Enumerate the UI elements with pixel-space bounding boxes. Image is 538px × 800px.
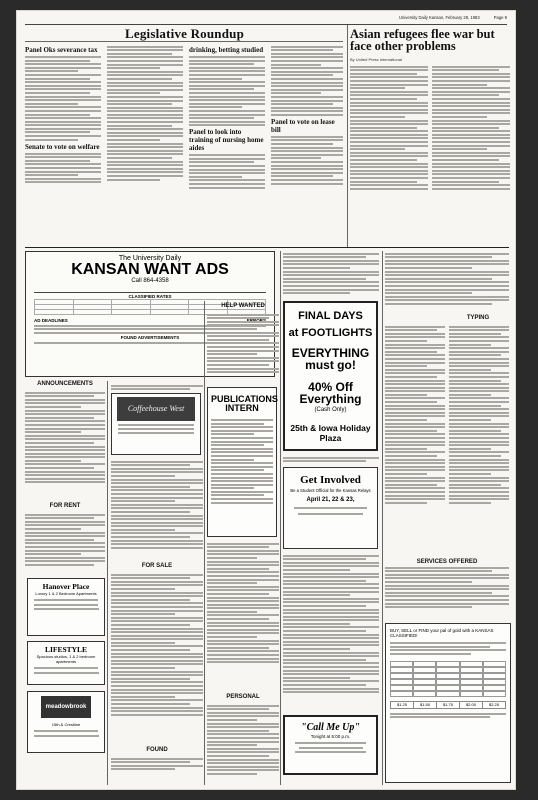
want-ads-phone: Call 864-4358 (131, 278, 169, 284)
found-ads-label: FOUND ADVERTISEMENTS (120, 335, 180, 341)
lifestyle-subtitle: Spacious studios, 1 & 2 bedroom apartments (36, 654, 96, 664)
personal-column (207, 703, 279, 785)
publications-intern-title: PUBLICATIONS INTERN (211, 394, 278, 413)
final-days-cash: (Cash Only) (314, 407, 347, 413)
coffeehouse-ad (111, 393, 201, 455)
column-rule (280, 251, 281, 785)
help-wanted-heading: HELP WANTED (221, 303, 265, 309)
legislative-column-1 (25, 44, 101, 244)
want-ads-kicker: The University Daily (118, 255, 182, 262)
asian-refugees-headline: Asian refugees flee war but face other problems (350, 27, 495, 53)
order-form-text: BUY, SELL or FIND your pal of gold with a KANSAS CLASSIFIED! (390, 628, 494, 638)
price-cell: $1.50 (414, 701, 437, 708)
help-wanted-column (207, 312, 279, 384)
hanover-place-title: Hanover Place (42, 582, 90, 591)
services-offered-heading: SERVICES OFFERED (416, 559, 478, 565)
final-days-everything: EVERYTHING must go! (291, 346, 370, 372)
column-rule (382, 251, 383, 785)
asian-column-1 (350, 64, 428, 244)
found-heading: FOUND (146, 747, 168, 753)
meadowbrook-logo: meadowbrook (41, 696, 91, 718)
price-cell: $1.25 (391, 701, 414, 708)
for-sale-heading: FOR SALE (141, 563, 173, 569)
classified-order-form (385, 623, 511, 783)
classified-rates-heading: CLASSIFIED RATES (128, 294, 172, 299)
footlights-final-days-ad (283, 301, 378, 451)
classified-column-rc (283, 553, 379, 711)
headline-nursing-aides: Panel to look into training of nursing home aides (189, 128, 264, 153)
ad-deadlines-label: AD DEADLINES (34, 318, 68, 323)
hanover-place-subtitle: Luxury 1 & 2 Bedroom Apartments (35, 591, 97, 596)
call-me-up-title: "Call Me Up" (301, 722, 360, 733)
get-involved-title: Get Involved (300, 474, 361, 486)
classified-column-right-top (385, 251, 509, 313)
column-rule (107, 381, 108, 785)
for-rent-column (25, 512, 105, 576)
final-days-store: at FOOTLIGHTS (288, 327, 373, 339)
legislative-roundup-heading: Legislative Roundup (125, 26, 245, 41)
coffeehouse-logo: Coffeehouse West (117, 397, 195, 421)
lifestyle-ad (27, 641, 105, 685)
legislative-column-3 (189, 44, 265, 244)
asian-column-2 (432, 64, 510, 244)
classified-column-mid (111, 459, 203, 559)
personal-heading: PERSONAL (226, 694, 260, 700)
page-number: Page 9 (493, 15, 507, 20)
classified-column-rc-top (283, 455, 379, 465)
order-form-price-table (390, 701, 506, 709)
typing-heading: TYPING (466, 315, 490, 321)
announcements-column (25, 390, 105, 500)
final-days-discount: 40% Off Everything (299, 380, 362, 406)
order-form-word-grid[interactable] (390, 661, 506, 697)
headline-drinking-betting: drinking, betting studied (189, 46, 264, 54)
publications-intern-ad (207, 387, 277, 537)
get-involved-subtitle: Be a Student Official for the Kansas Relays (290, 488, 371, 493)
headline-severance-tax: Panel Oks severance tax (25, 46, 98, 54)
announcements-heading: ANNOUNCEMENTS (37, 381, 93, 387)
call-me-up-time: Tonight at 6:00 p.m. (310, 734, 351, 739)
divider (25, 41, 343, 42)
classified-column-top (283, 251, 379, 299)
newspaper-page (16, 10, 516, 790)
hanover-place-ad (27, 578, 105, 636)
headline-lease-bill: Panel to vote on lease bill (271, 117, 335, 134)
final-days-location: 25th & Iowa Holiday Plaza (290, 423, 371, 443)
asian-refugees-byline: By United Press International (350, 57, 402, 62)
legislative-column-4 (271, 44, 343, 244)
for-sale-column (111, 572, 203, 742)
classified-column-right-b (449, 324, 509, 554)
masthead-date: University Daily Kansan, February 28, 1983 (398, 15, 480, 20)
column-rule (347, 25, 348, 247)
lifestyle-title: LIFESTYLE (44, 645, 88, 654)
classified-column-mid-top (111, 383, 203, 391)
final-days-title: FINAL DAYS (298, 310, 363, 322)
services-offered-section (385, 559, 509, 617)
price-cell: $2.25 (483, 701, 506, 708)
call-me-up-ad (283, 715, 378, 775)
want-ads-title: KANSAN WANT ADS (71, 261, 229, 278)
legislative-column-2 (107, 44, 183, 244)
get-involved-ad (283, 467, 378, 549)
price-cell: $2.00 (460, 701, 483, 708)
column-rule (204, 301, 205, 785)
masthead (25, 15, 507, 25)
price-cell: $1.75 (437, 701, 460, 708)
get-involved-dates: April 21, 22 & 23, (306, 497, 355, 503)
section-divider (25, 247, 509, 248)
found-column (111, 756, 203, 784)
meadowbrook-address: 15th & Crestline (51, 722, 81, 727)
classified-column-right-a (385, 324, 445, 554)
headline-welfare: Senate to vote on welfare (25, 142, 100, 151)
for-rent-heading: FOR RENT (49, 503, 81, 509)
meadowbrook-ad (27, 691, 105, 753)
classified-column-center (207, 541, 279, 691)
